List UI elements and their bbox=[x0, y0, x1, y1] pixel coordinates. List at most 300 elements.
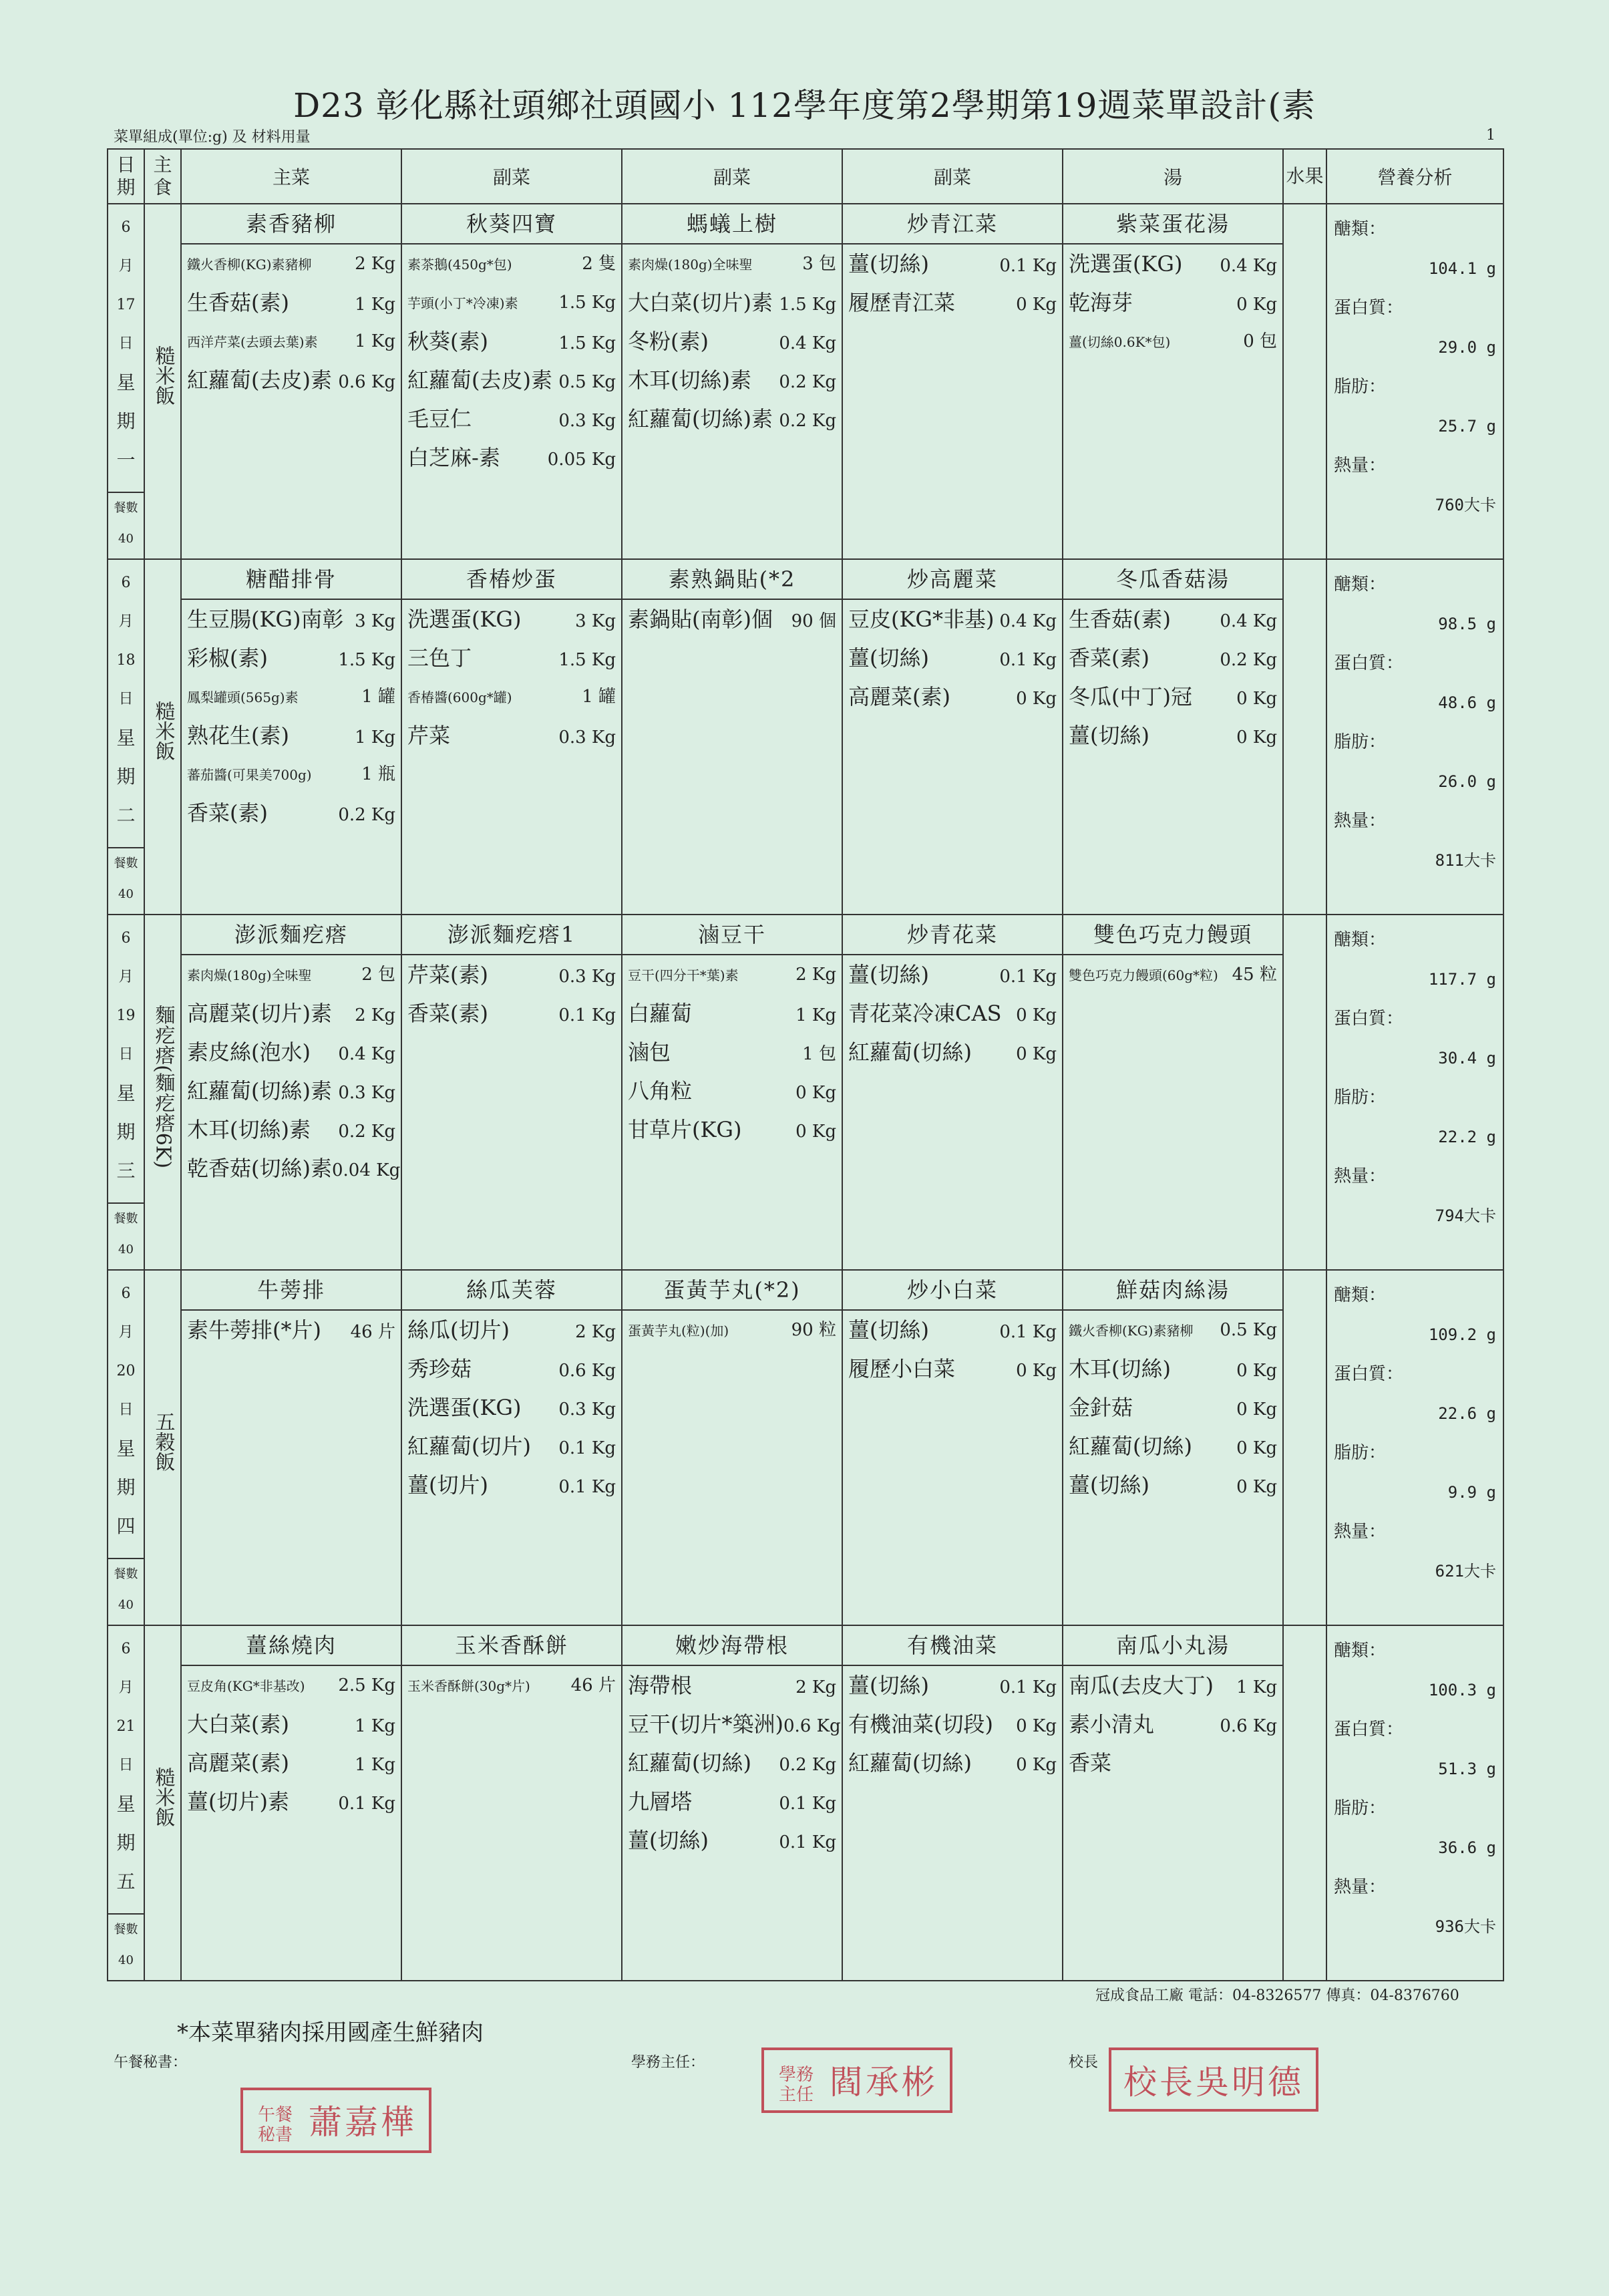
dish-cell bbox=[1063, 915, 1283, 1270]
ingredient-name: 芋頭(小丁*冷凍)素 bbox=[407, 295, 518, 311]
date-cell bbox=[108, 559, 144, 915]
ingredient-name: 紅蘿蔔(切片) bbox=[407, 1434, 531, 1459]
ingredient-name: 乾香菇(切絲)素 bbox=[187, 1156, 332, 1181]
dish-cell bbox=[1063, 204, 1283, 559]
nutrition-label: 醣類： bbox=[1334, 930, 1387, 950]
ingredient-name: 絲瓜(切片) bbox=[407, 1317, 510, 1343]
ingredient-row bbox=[182, 677, 401, 716]
ingredient-qty: 3 包 bbox=[802, 254, 836, 274]
meals-value: 40 bbox=[118, 887, 134, 901]
ingredient-name: 白芝麻-素 bbox=[407, 445, 500, 470]
header-date: 日期 bbox=[108, 149, 144, 204]
ingredient-qty: 0.4 Kg bbox=[1220, 256, 1277, 276]
ingredient-qty: 1.5 Kg bbox=[558, 333, 616, 353]
ingredient-qty: 1.5 Kg bbox=[558, 293, 616, 313]
meals-value: 40 bbox=[118, 532, 134, 546]
ingredient-row bbox=[402, 600, 621, 639]
dish-cell bbox=[181, 915, 401, 1270]
date-char: 星 bbox=[116, 1438, 136, 1460]
date-cell bbox=[108, 1270, 144, 1625]
ingredient-row bbox=[402, 716, 621, 755]
date-cell bbox=[108, 204, 144, 559]
ingredient-name: 鐵火香柳(KG)素豬柳 bbox=[187, 257, 312, 273]
ingredient-row bbox=[182, 1782, 401, 1821]
nutrition-label: 蛋白質： bbox=[1334, 1719, 1404, 1740]
dish-cell bbox=[842, 915, 1063, 1270]
dish-cell bbox=[181, 204, 401, 559]
ingredient-row bbox=[402, 994, 621, 1033]
dish-name: 澎派麵疙瘩1 bbox=[402, 915, 621, 955]
ingredient-name: 薑(切絲) bbox=[1069, 1472, 1149, 1498]
nutrition-label: 醣類： bbox=[1334, 1641, 1387, 1661]
ingredient-qty: 0.1 Kg bbox=[338, 1794, 395, 1814]
dish-cell bbox=[401, 915, 622, 1270]
nutrition-label: 熱量： bbox=[1334, 1522, 1387, 1542]
meals-count bbox=[108, 1202, 144, 1265]
staple-name: 糙米飯 bbox=[151, 701, 175, 761]
ingredient-qty: 0.1 Kg bbox=[999, 1677, 1057, 1697]
ingredient-qty: 0.4 Kg bbox=[779, 333, 836, 353]
ingredient-qty: 2 Kg bbox=[355, 1005, 395, 1025]
dish-cell bbox=[622, 915, 842, 1270]
nutrition-value: 117.7 g bbox=[1428, 970, 1496, 989]
ingredient-qty: 0 Kg bbox=[1016, 295, 1057, 315]
menu-table bbox=[107, 148, 1504, 1981]
dish-cell bbox=[842, 1270, 1063, 1625]
date-char: 21 bbox=[116, 1718, 136, 1735]
ingredient-row bbox=[843, 1033, 1062, 1072]
meals-value: 40 bbox=[118, 1953, 134, 1967]
ingredient-qty: 0.6 Kg bbox=[783, 1716, 841, 1736]
principal-stamp: 校長吳明德 bbox=[1109, 2047, 1318, 2112]
ingredient-name: 薑(切絲) bbox=[848, 1317, 929, 1343]
director-stamp bbox=[761, 2047, 952, 2113]
ingredient-qty: 0 Kg bbox=[795, 1083, 836, 1103]
ingredient-row bbox=[402, 438, 621, 477]
ingredient-qty: 0 Kg bbox=[1236, 727, 1277, 748]
nutrition-value: 936大卡 bbox=[1435, 1917, 1496, 1936]
ingredient-qty: 0.3 Kg bbox=[558, 967, 616, 987]
ingredient-row bbox=[402, 322, 621, 361]
nutrition-value: 794大卡 bbox=[1435, 1206, 1496, 1225]
ingredient-qty: 0.2 Kg bbox=[1220, 650, 1277, 670]
date-char: 星 bbox=[116, 727, 136, 749]
ingredient-row bbox=[843, 1744, 1062, 1782]
nutrition-cell bbox=[1326, 204, 1503, 559]
date-char: 日 bbox=[118, 1402, 134, 1418]
nutrition-label: 脂肪： bbox=[1334, 377, 1387, 397]
pork-note: *本菜單豬肉採用國產生鮮豬肉 bbox=[177, 2019, 484, 2046]
dish-cell bbox=[1063, 559, 1283, 915]
date-char: 日 bbox=[118, 691, 134, 707]
nutrition-label: 蛋白質： bbox=[1334, 298, 1404, 318]
ingredient-row bbox=[622, 1072, 842, 1110]
ingredient-name: 熟花生(素) bbox=[187, 723, 289, 748]
ingredient-name: 紅蘿蔔(去皮)素 bbox=[187, 367, 332, 393]
dish-cell bbox=[401, 204, 622, 559]
ingredient-row bbox=[1063, 1388, 1282, 1427]
ingredient-row bbox=[1063, 1427, 1282, 1466]
ingredient-qty: 90 粒 bbox=[791, 1320, 836, 1340]
date-char: 日 bbox=[118, 1046, 134, 1063]
meals-value: 40 bbox=[118, 1598, 134, 1612]
nutrition-value: 25.7 g bbox=[1438, 417, 1496, 436]
nutrition-value: 621大卡 bbox=[1435, 1562, 1496, 1581]
nutrition-value: 811大卡 bbox=[1435, 851, 1496, 870]
ingredient-row bbox=[622, 1033, 842, 1072]
ingredient-qty: 0 Kg bbox=[1236, 1438, 1277, 1458]
dish-cell bbox=[181, 559, 401, 915]
ingredient-row bbox=[402, 1349, 621, 1388]
dish-name: 嫩炒海帶根 bbox=[622, 1626, 842, 1666]
director-label: 學務主任： bbox=[631, 2054, 705, 2071]
day-row bbox=[108, 559, 1503, 915]
ingredient-row bbox=[182, 1666, 401, 1705]
staple-cell bbox=[144, 1625, 181, 1981]
date-char: 月 bbox=[118, 1324, 134, 1341]
nutrition-value: 109.2 g bbox=[1428, 1325, 1496, 1344]
ingredient-row bbox=[843, 283, 1062, 322]
ingredient-row bbox=[622, 1782, 842, 1821]
ingredient-name: 薑(切絲) bbox=[848, 645, 929, 671]
ingredient-qty: 0.4 Kg bbox=[1220, 611, 1277, 631]
header-row bbox=[108, 149, 1503, 204]
ingredient-qty: 0 Kg bbox=[1016, 689, 1057, 709]
ingredient-row bbox=[1063, 322, 1282, 361]
ingredient-row bbox=[1063, 716, 1282, 755]
dish-name: 澎派麵疙瘩 bbox=[182, 915, 401, 955]
ingredient-row bbox=[622, 1821, 842, 1860]
ingredient-name: 豆干(四分干*葉)素 bbox=[628, 967, 739, 983]
date-char: 一 bbox=[116, 449, 136, 471]
ingredient-qty: 0.6 Kg bbox=[1220, 1716, 1277, 1736]
nutrition-label: 熱量： bbox=[1334, 1166, 1387, 1186]
ingredient-row bbox=[402, 1311, 621, 1349]
ingredient-row bbox=[1063, 1705, 1282, 1744]
dish-name: 玉米香酥餅 bbox=[402, 1626, 621, 1666]
ingredient-qty: 0.1 Kg bbox=[999, 256, 1057, 276]
nutrition-label: 醣類： bbox=[1334, 575, 1387, 595]
dish-name: 雙色巧克力饅頭 bbox=[1063, 915, 1282, 955]
ingredient-name: 香菜(素) bbox=[407, 1001, 488, 1026]
dish-cell bbox=[622, 1270, 842, 1625]
dish-cell bbox=[622, 559, 842, 915]
ingredient-name: 素皮絲(泡水) bbox=[187, 1039, 311, 1065]
dish-cell bbox=[842, 1625, 1063, 1981]
ingredient-name: 毛豆仁 bbox=[407, 406, 472, 432]
nutrition-value: 30.4 g bbox=[1438, 1049, 1496, 1068]
dish-cell bbox=[1063, 1625, 1283, 1981]
ingredient-name: 紅蘿蔔(切絲)素 bbox=[187, 1078, 332, 1104]
ingredient-qty: 0 Kg bbox=[1016, 1361, 1057, 1381]
ingredient-qty: 1 Kg bbox=[355, 1716, 395, 1736]
ingredient-name: 蕃茄醬(可果美700g) bbox=[187, 767, 312, 783]
dish-name: 素香豬柳 bbox=[182, 204, 401, 244]
day-row bbox=[108, 915, 1503, 1270]
nutrition-cell bbox=[1326, 1625, 1503, 1981]
ingredient-qty: 0.3 Kg bbox=[558, 727, 616, 748]
ingredient-name: 洗選蛋(KG) bbox=[407, 607, 522, 632]
meals-label: 餐數 bbox=[114, 856, 138, 870]
dish-name: 紫菜蛋花湯 bbox=[1063, 204, 1282, 244]
meals-label: 餐數 bbox=[114, 1567, 138, 1581]
ingredient-qty: 1.5 Kg bbox=[338, 650, 395, 670]
ingredient-name: 紅蘿蔔(切絲) bbox=[628, 1750, 751, 1776]
ingredient-row bbox=[622, 1311, 842, 1349]
ingredient-row bbox=[622, 1744, 842, 1782]
staple-name: 五穀飯 bbox=[151, 1412, 175, 1472]
date-char: 月 bbox=[118, 258, 134, 275]
ingredient-name: 素肉燥(180g)全味聖 bbox=[628, 257, 753, 273]
ingredient-name: 冬粉(素) bbox=[628, 329, 709, 354]
date-char: 月 bbox=[118, 1679, 134, 1696]
ingredient-qty: 0.6 Kg bbox=[338, 372, 395, 392]
nutrition-cell bbox=[1326, 559, 1503, 915]
ingredient-row bbox=[182, 1744, 401, 1782]
ingredient-row bbox=[1063, 283, 1282, 322]
ingredient-name: 乾海芽 bbox=[1069, 290, 1133, 315]
ingredient-name: 素牛蒡排(*片) bbox=[187, 1317, 321, 1343]
ingredient-row bbox=[402, 399, 621, 438]
ingredient-name: 素小清丸 bbox=[1069, 1711, 1155, 1737]
principal-label: 校長 bbox=[1069, 2054, 1099, 2071]
ingredient-name: 秋葵(素) bbox=[407, 329, 488, 354]
ingredient-row bbox=[843, 244, 1062, 283]
ingredient-qty: 46 片 bbox=[350, 1322, 395, 1342]
ingredient-name: 木耳(切絲)素 bbox=[628, 367, 751, 393]
date-char: 日 bbox=[118, 1757, 134, 1774]
ingredient-row bbox=[402, 361, 621, 399]
ingredient-row bbox=[402, 955, 621, 994]
ingredient-name: 滷包 bbox=[628, 1039, 671, 1065]
ingredient-qty: 0 Kg bbox=[1236, 295, 1277, 315]
ingredient-name: 薑(切絲) bbox=[848, 962, 929, 987]
ingredient-name: 洗選蛋(KG) bbox=[1069, 251, 1183, 277]
ingredient-name: 生香菇(素) bbox=[1069, 607, 1171, 632]
date-char: 20 bbox=[116, 1363, 136, 1379]
ingredient-row bbox=[1063, 677, 1282, 716]
ingredient-name: 鐵火香柳(KG)素豬柳 bbox=[1069, 1323, 1194, 1339]
ingredient-row bbox=[182, 716, 401, 755]
dish-name: 香椿炒蛋 bbox=[402, 560, 621, 600]
ingredient-qty: 2 Kg bbox=[575, 1322, 616, 1342]
nutrition-value: 22.6 g bbox=[1438, 1404, 1496, 1423]
ingredient-qty: 1 Kg bbox=[355, 331, 395, 351]
nutrition-label: 脂肪： bbox=[1334, 1443, 1387, 1463]
ingredient-qty: 0 Kg bbox=[1236, 689, 1277, 709]
dish-name: 薑絲燒肉 bbox=[182, 1626, 401, 1666]
dish-name: 炒小白菜 bbox=[843, 1271, 1062, 1311]
ingredient-name: 履歷青江菜 bbox=[848, 290, 956, 315]
director-stamp-name: 閻承彬 bbox=[829, 2063, 938, 2102]
ingredient-name: 薑(切絲) bbox=[628, 1828, 709, 1853]
ingredient-qty: 2 Kg bbox=[355, 254, 395, 274]
meals-count bbox=[108, 847, 144, 910]
ingredient-qty: 1.5 Kg bbox=[558, 650, 616, 670]
ingredient-name: 芹菜 bbox=[407, 723, 451, 748]
ingredient-row bbox=[622, 322, 842, 361]
ingredient-row bbox=[622, 600, 842, 639]
ingredient-qty: 0 Kg bbox=[1016, 1044, 1057, 1064]
ingredient-row bbox=[182, 283, 401, 322]
ingredient-row bbox=[843, 955, 1062, 994]
ingredient-row bbox=[182, 639, 401, 677]
header-side3: 副菜 bbox=[842, 149, 1063, 204]
dish-name: 有機油菜 bbox=[843, 1626, 1062, 1666]
ingredient-qty: 0.1 Kg bbox=[999, 650, 1057, 670]
dish-cell bbox=[1063, 1270, 1283, 1625]
ingredient-row bbox=[1063, 1466, 1282, 1504]
header-soup: 湯 bbox=[1063, 149, 1283, 204]
day-row bbox=[108, 1625, 1503, 1981]
ingredient-name: 秀珍菇 bbox=[407, 1356, 472, 1381]
date-char: 6 bbox=[121, 930, 131, 947]
ingredient-name: 海帶根 bbox=[628, 1673, 693, 1698]
dish-cell bbox=[842, 559, 1063, 915]
ingredient-row bbox=[182, 955, 401, 994]
ingredient-name: 紅蘿蔔(去皮)素 bbox=[407, 367, 552, 393]
ingredient-name: 鳳梨罐頭(565g)素 bbox=[187, 689, 299, 705]
date-char: 19 bbox=[116, 1007, 136, 1024]
date-char: 日 bbox=[118, 335, 134, 352]
ingredient-qty: 1 包 bbox=[802, 1044, 836, 1064]
ingredient-name: 紅蘿蔔(切絲) bbox=[848, 1750, 972, 1776]
ingredient-name: 青花菜冷凍CAS bbox=[848, 1001, 1002, 1026]
ingredient-row bbox=[843, 1311, 1062, 1349]
date-char: 三 bbox=[116, 1160, 136, 1182]
ingredient-row bbox=[622, 283, 842, 322]
ingredient-row bbox=[1063, 1744, 1282, 1782]
staple-cell bbox=[144, 204, 181, 559]
ingredient-name: 薑(切絲) bbox=[1069, 723, 1149, 748]
ingredient-row bbox=[1063, 1666, 1282, 1705]
ingredient-qty: 1.5 Kg bbox=[779, 295, 836, 315]
ingredient-qty: 0 Kg bbox=[1236, 1477, 1277, 1497]
ingredient-qty: 1 罐 bbox=[361, 687, 395, 707]
ingredient-qty: 0.1 Kg bbox=[999, 1322, 1057, 1342]
ingredient-qty: 1 Kg bbox=[795, 1005, 836, 1025]
meals-label: 餐數 bbox=[114, 1212, 138, 1226]
ingredient-qty: 0.2 Kg bbox=[338, 805, 395, 825]
ingredient-row bbox=[182, 1705, 401, 1744]
ingredient-name: 有機油菜(切段) bbox=[848, 1711, 993, 1737]
nutrition-label: 蛋白質： bbox=[1334, 1364, 1404, 1384]
ingredient-qty: 0 Kg bbox=[795, 1122, 836, 1142]
nutrition-value: 104.1 g bbox=[1428, 259, 1496, 278]
ingredient-qty: 0.6 Kg bbox=[558, 1361, 616, 1381]
nutrition-value: 760大卡 bbox=[1435, 496, 1496, 514]
ingredient-name: 高麗菜(素) bbox=[848, 684, 950, 709]
header-fruit: 水果 bbox=[1283, 149, 1326, 204]
ingredient-qty: 1 Kg bbox=[355, 295, 395, 315]
secretary-label: 午餐秘書： bbox=[114, 2054, 188, 2071]
ingredient-row bbox=[182, 1110, 401, 1149]
ingredient-qty: 0.5 Kg bbox=[558, 372, 616, 392]
nutrition-value: 48.6 g bbox=[1438, 693, 1496, 712]
dish-name: 炒青江菜 bbox=[843, 204, 1062, 244]
ingredient-qty: 1 Kg bbox=[1236, 1677, 1277, 1697]
ingredient-qty: 1 Kg bbox=[355, 1755, 395, 1775]
ingredient-qty: 2 隻 bbox=[582, 254, 616, 274]
ingredient-name: 金針菇 bbox=[1069, 1395, 1133, 1420]
dish-name: 素熟鍋貼(*2 bbox=[622, 560, 842, 600]
date-char: 四 bbox=[116, 1515, 136, 1537]
meals-label: 餐數 bbox=[114, 1923, 138, 1937]
ingredient-qty: 0.1 Kg bbox=[558, 1477, 616, 1497]
day-row bbox=[108, 204, 1503, 559]
date-char: 星 bbox=[116, 371, 136, 393]
nutrition-label: 脂肪： bbox=[1334, 1088, 1387, 1108]
ingredient-name: 白蘿蔔 bbox=[628, 1001, 693, 1026]
nutrition-cell bbox=[1326, 915, 1503, 1270]
ingredient-name: 香菜(素) bbox=[187, 800, 268, 826]
date-char: 二 bbox=[116, 804, 136, 826]
fruit-cell bbox=[1283, 204, 1326, 559]
ingredient-name: 九層塔 bbox=[628, 1789, 693, 1814]
ingredient-qty: 45 粒 bbox=[1232, 965, 1277, 985]
dish-name: 南瓜小丸湯 bbox=[1063, 1626, 1282, 1666]
nutrition-label: 醣類： bbox=[1334, 219, 1387, 239]
ingredient-row bbox=[402, 1427, 621, 1466]
ingredient-row bbox=[182, 1149, 401, 1188]
ingredient-row bbox=[622, 1110, 842, 1149]
dish-cell bbox=[622, 204, 842, 559]
staple-cell bbox=[144, 915, 181, 1270]
ingredient-row bbox=[182, 322, 401, 361]
date-char: 18 bbox=[116, 652, 136, 669]
ingredient-qty: 0 Kg bbox=[1016, 1005, 1057, 1025]
ingredient-row bbox=[1063, 1349, 1282, 1388]
header-side1: 副菜 bbox=[401, 149, 622, 204]
ingredient-qty: 3 Kg bbox=[355, 611, 395, 631]
ingredient-row bbox=[843, 994, 1062, 1033]
date-char: 期 bbox=[116, 1476, 136, 1498]
staple-cell bbox=[144, 559, 181, 915]
dish-cell bbox=[181, 1270, 401, 1625]
ingredient-row bbox=[1063, 955, 1282, 994]
meals-count bbox=[108, 1913, 144, 1976]
ingredient-qty: 0 Kg bbox=[1016, 1716, 1057, 1736]
date-cell bbox=[108, 1625, 144, 1981]
ingredient-row bbox=[182, 794, 401, 832]
fruit-cell bbox=[1283, 559, 1326, 915]
dish-name: 炒青花菜 bbox=[843, 915, 1062, 955]
header-side2: 副菜 bbox=[622, 149, 842, 204]
dish-name: 冬瓜香菇湯 bbox=[1063, 560, 1282, 600]
date-char: 星 bbox=[116, 1082, 136, 1104]
ingredient-row bbox=[402, 1466, 621, 1504]
dish-name: 蛋黃芋丸(*2) bbox=[622, 1271, 842, 1311]
ingredient-qty: 46 片 bbox=[570, 1675, 616, 1695]
nutrition-label: 熱量： bbox=[1334, 1877, 1387, 1897]
dish-name: 炒高麗菜 bbox=[843, 560, 1062, 600]
ingredient-name: 素肉燥(180g)全味聖 bbox=[187, 967, 312, 983]
ingredient-name: 玉米香酥餅(30g*片) bbox=[407, 1678, 530, 1694]
ingredient-name: 洗選蛋(KG) bbox=[407, 1395, 522, 1420]
page-title: D23 彰化縣社頭鄉社頭國小 112學年度第2學期第19週菜單設計(素 bbox=[293, 86, 1316, 125]
nutrition-value: 29.0 g bbox=[1438, 338, 1496, 357]
ingredient-qty: 3 Kg bbox=[575, 611, 616, 631]
ingredient-row bbox=[622, 955, 842, 994]
ingredient-row bbox=[182, 1311, 401, 1349]
ingredient-qty: 1 罐 bbox=[582, 687, 616, 707]
ingredient-row bbox=[622, 244, 842, 283]
ingredient-name: 履歷小白菜 bbox=[848, 1356, 956, 1381]
ingredient-name: 素茶鵝(450g*包) bbox=[407, 257, 512, 273]
dish-cell bbox=[401, 1625, 622, 1981]
ingredient-name: 木耳(切絲) bbox=[1069, 1356, 1171, 1381]
ingredient-name: 三色丁 bbox=[407, 645, 472, 671]
